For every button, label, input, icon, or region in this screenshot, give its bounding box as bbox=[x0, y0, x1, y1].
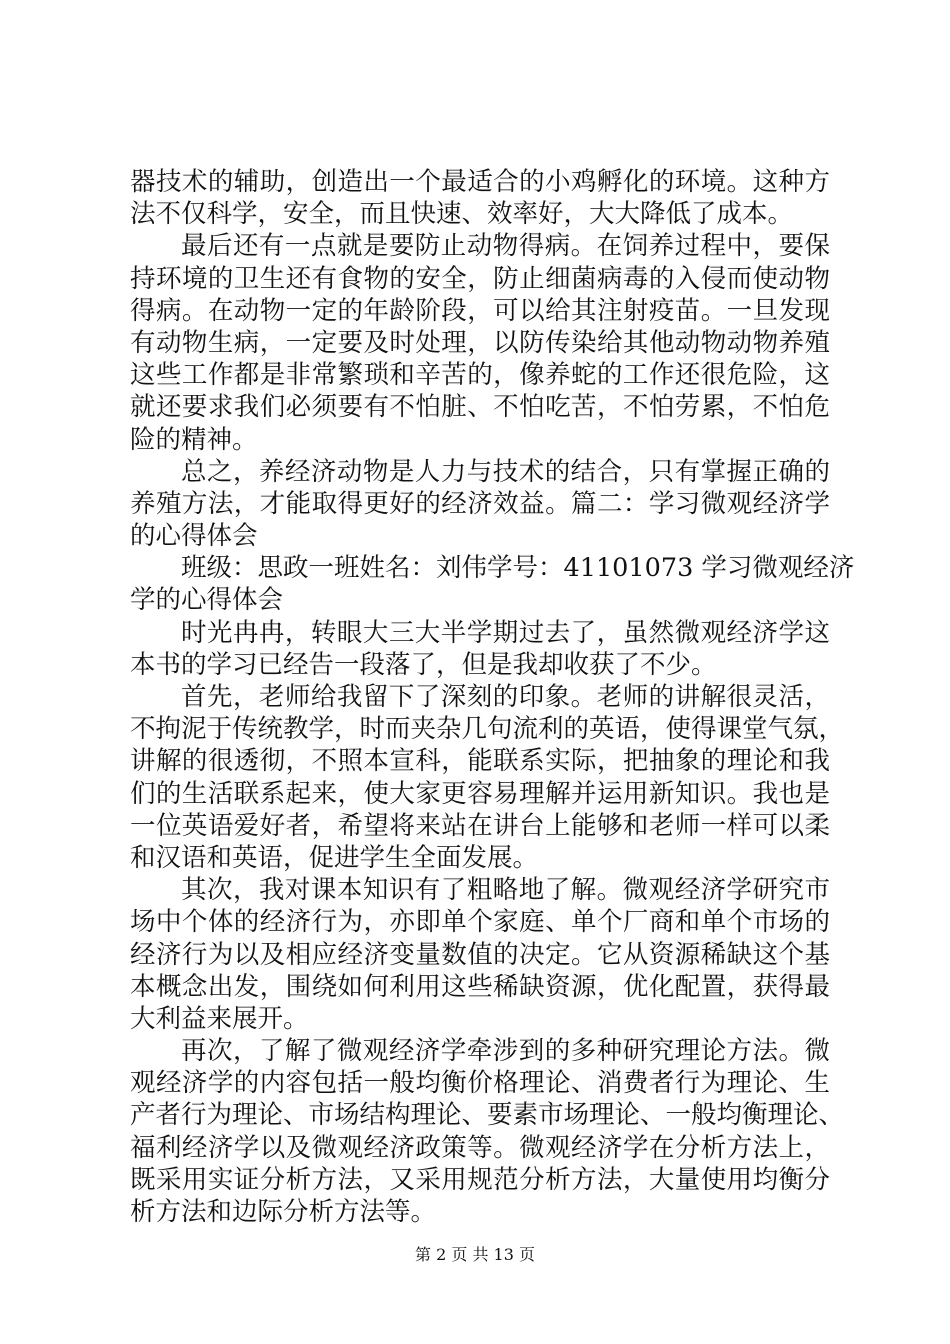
text-line: 首先，老师给我留下了深刻的印象。老师的讲解很灵活， bbox=[181, 682, 830, 712]
text-line: 得病。在动物一定的年龄阶段，可以给其注射疫苗。一旦发现 bbox=[130, 295, 830, 326]
text-line: 产者行为理论、市场结构理论、要素市场理论、一般均衡理论、 bbox=[130, 1100, 845, 1131]
text-line: 班级：思政一班姓名：刘伟学号：41101073 学习微观经济 bbox=[181, 553, 855, 584]
text-line: 观经济学的内容包括一般均衡价格理论、消费者行为理论、生 bbox=[130, 1068, 830, 1099]
text-line: 析方法和边际分析方法等。 bbox=[130, 1197, 437, 1227]
text-line: 器技术的辅助，创造出一个最适合的小鸡孵化的环境。这种方 bbox=[130, 167, 830, 197]
text-line: 就还要求我们必须要有不怕脏、不怕吃苦，不怕劳累，不怕危 bbox=[130, 392, 830, 423]
text-line: 最后还有一点就是要防止动物得病。在饲养过程中，要保 bbox=[181, 231, 830, 262]
text-line: 这些工作都是非常繁琐和辛苦的，像养蛇的工作还很危险，这 bbox=[130, 360, 830, 391]
text-line: 福利经济学以及微观经济政策等。微观经济学在分析方法上， bbox=[130, 1132, 830, 1163]
text-line: 持环境的卫生还有食物的安全，防止细菌病毒的入侵而使动物 bbox=[130, 263, 830, 294]
text-line: 法不仅科学，安全，而且快速、效率好，大大降低了成本。 bbox=[130, 199, 794, 230]
body-text bbox=[130, 166, 855, 1228]
text-line: 本概念出发，围绕如何利用这些稀缺资源，优化配置，获得最 bbox=[130, 971, 830, 1002]
text-line: 和汉语和英语，促进学生全面发展。 bbox=[130, 842, 539, 873]
text-line: 其次，我对课本知识有了粗略地了解。微观经济学研究市 bbox=[181, 875, 830, 906]
text-line: 险的精神。 bbox=[130, 424, 258, 455]
text-line: 学的心得体会 bbox=[130, 585, 284, 616]
text-line: 不拘泥于传统教学，时而夹杂几句流利的英语，使得课堂气氛， bbox=[130, 714, 845, 745]
text-line: 既采用实证分析方法，又采用规范分析方法，大量使用均衡分 bbox=[130, 1164, 830, 1195]
text-line: 总之，养经济动物是人力与技术的结合，只有掌握正确的 bbox=[181, 456, 830, 487]
text-line: 再次，了解了微观经济学牵涉到的多种研究理论方法。微 bbox=[181, 1036, 830, 1067]
text-line: 经济行为以及相应经济变量数值的决定。它从资源稀缺这个基 bbox=[130, 939, 830, 970]
text-line: 的心得体会 bbox=[130, 521, 258, 552]
text-line: 大利益来展开。 bbox=[130, 1003, 309, 1034]
text-line: 讲解的很透彻，不照本宣科，能联系实际，把抽象的理论和我 bbox=[130, 746, 830, 777]
text-line: 场中个体的经济行为，亦即单个家庭、单个厂商和单个市场的 bbox=[130, 907, 830, 938]
page-number-footer: 第 2 页 共 13 页 bbox=[415, 1245, 535, 1264]
text-line: 时光冉冉，转眼大三大半学期过去了，虽然微观经济学这 bbox=[181, 617, 830, 648]
text-line: 养殖方法，才能取得更好的经济效益。篇二：学习微观经济学 bbox=[130, 488, 830, 519]
text-line: 有动物生病，一定要及时处理，以防传染给其他动物动物养殖 bbox=[130, 327, 830, 358]
text-line: 们的生活联系起来，使大家更容易理解并运用新知识。我也是 bbox=[130, 778, 830, 809]
text-line: 一位英语爱好者，希望将来站在讲台上能够和老师一样可以柔 bbox=[130, 810, 830, 841]
text-line: 本书的学习已经告一段落了，但是我却收获了不少。 bbox=[130, 649, 717, 680]
